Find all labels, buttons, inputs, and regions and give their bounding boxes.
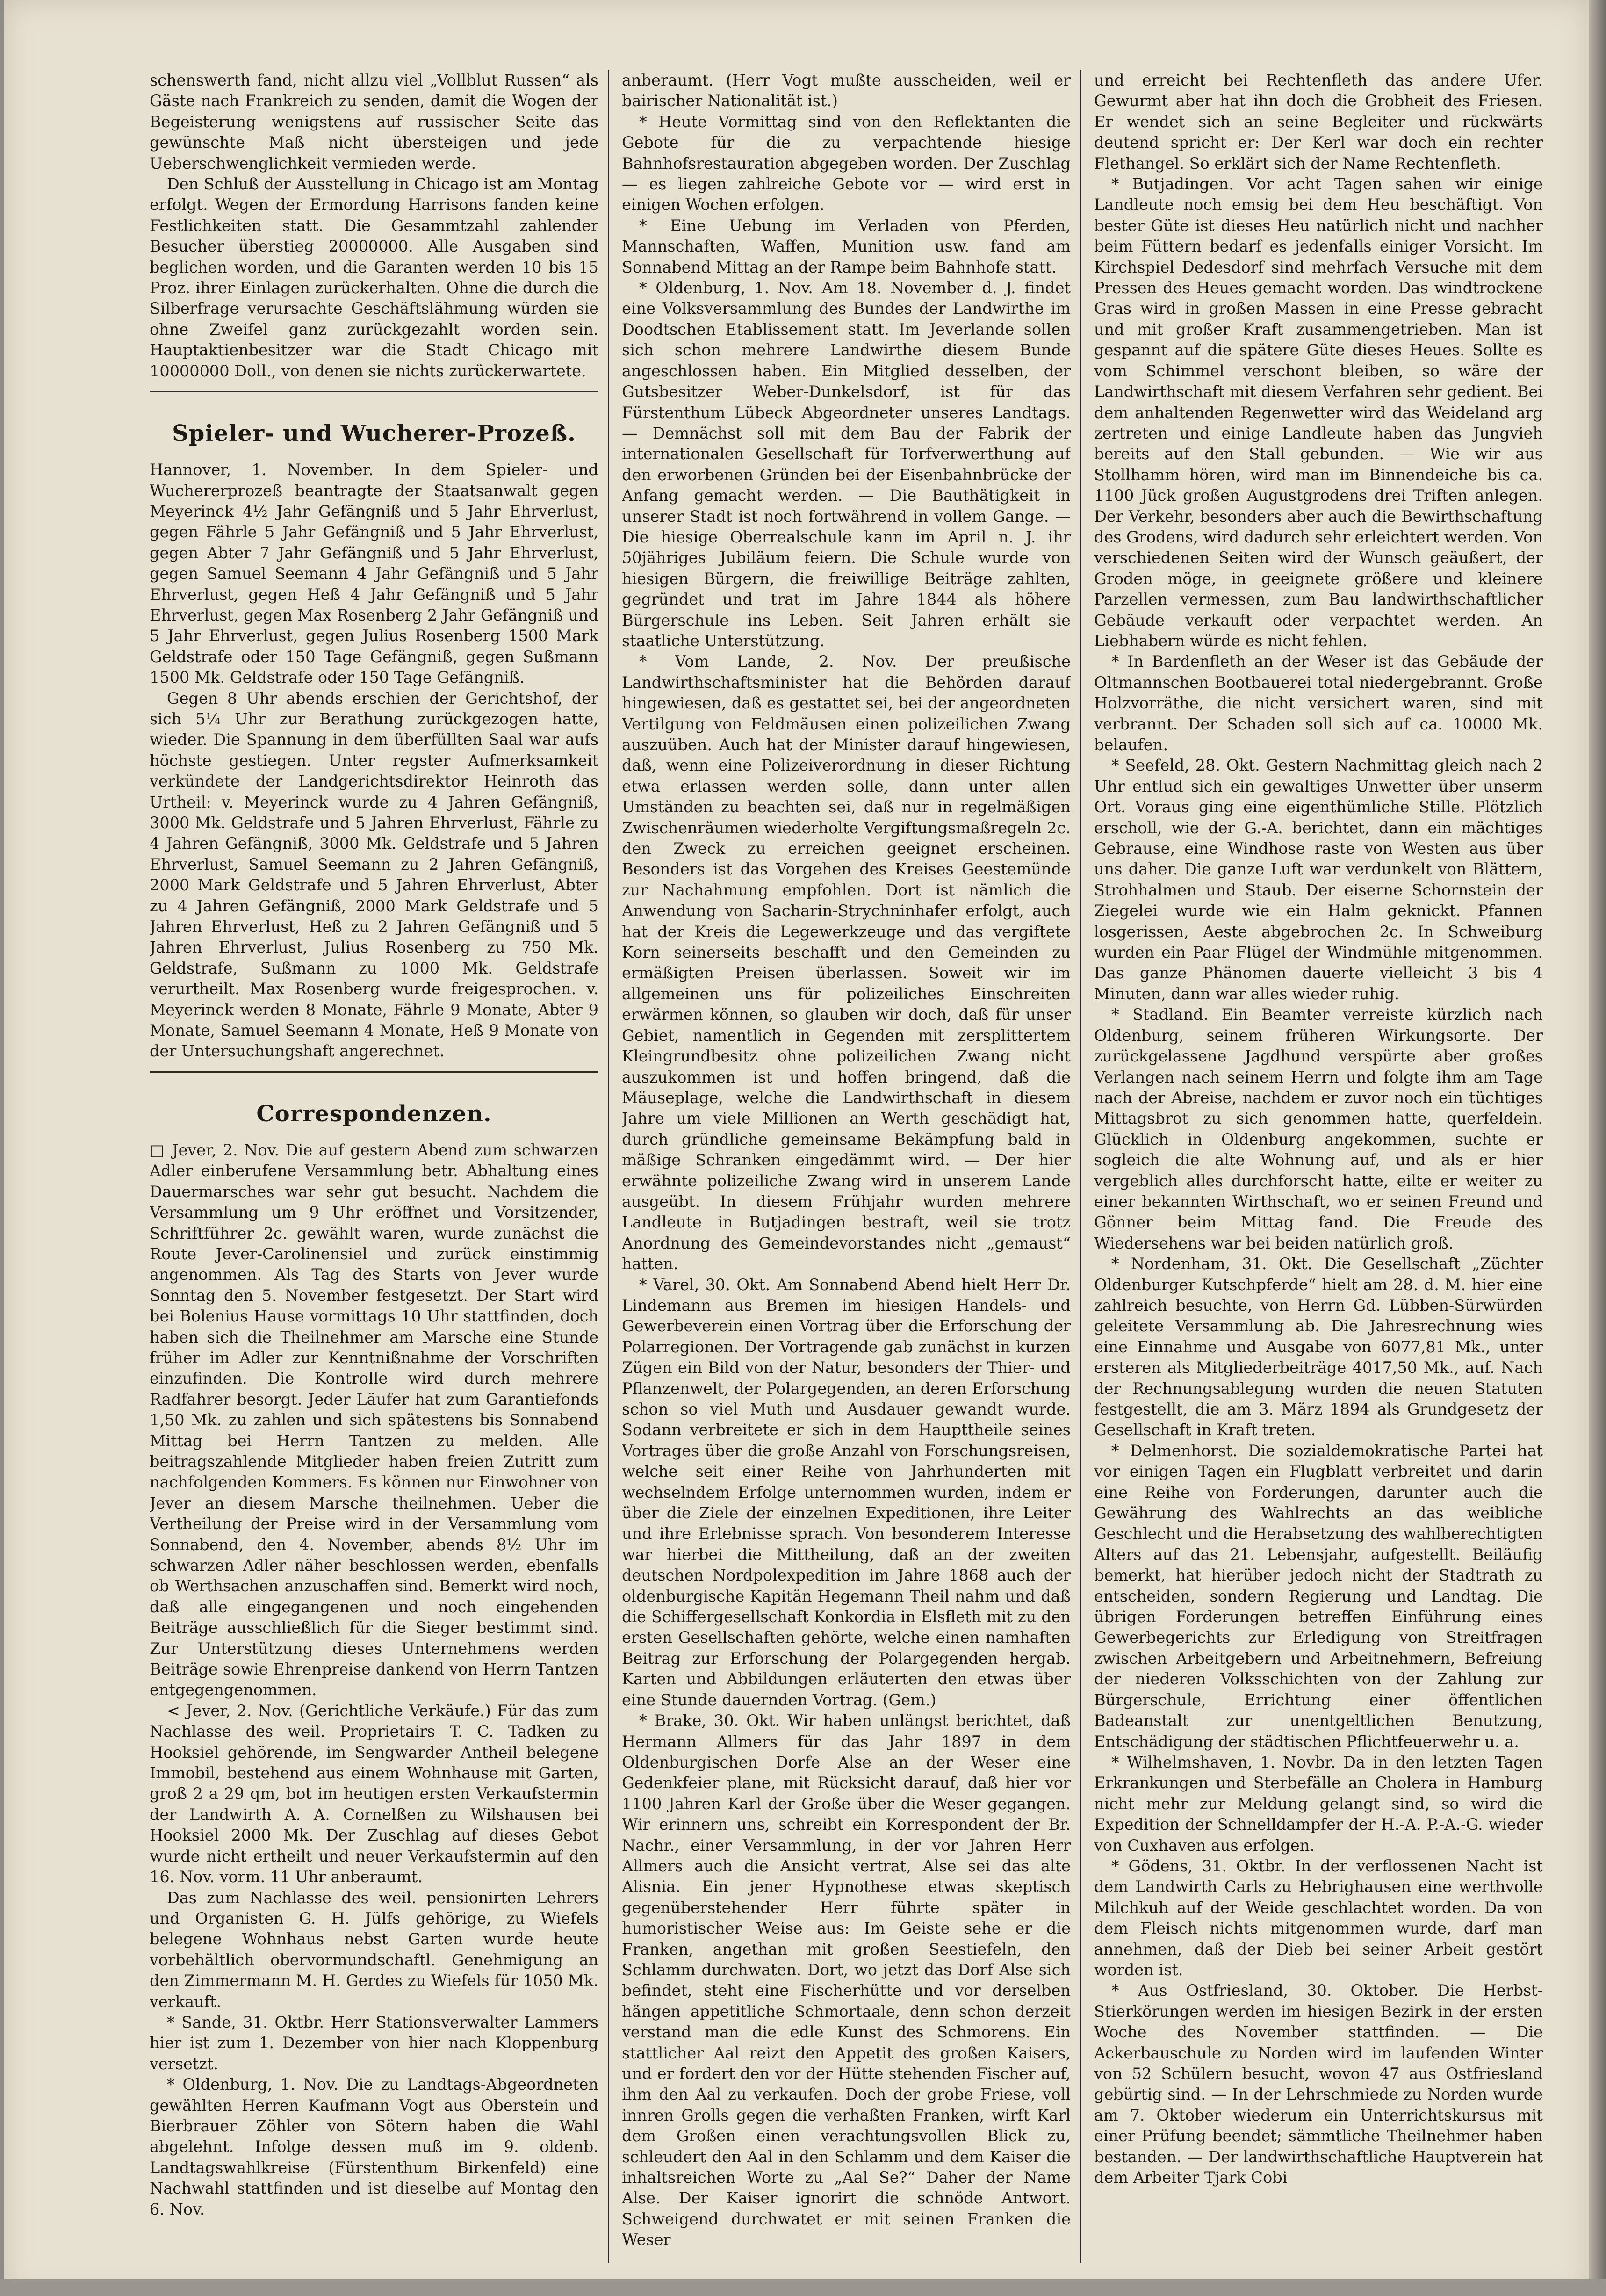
article-text: Gegen 8 Uhr abends erschien der Gerichtshof, der sich 5¼ Uhr zur Berathung zurückgezogen hatte, wieder. Die Spannung in dem überfüllten Saal war aufs höchste gestiegen. Unter regster Aufmerksamkeit verkündete der Landgerichtsdirektor Heinroth das Urtheil: v. Meyerinck wurde zu 4 Jahren Gefängniß, 3000 Mk. Geldstrafe und 5 Jahren Ehrverlust, Fährle zu 4 Jahren Gefängniß, 3000 Mk. Geldstrafe und 5 Jahren Ehrverlust, Samuel Seemann zu 2 Jahren Gefängniß, 2000 Mark Geldstrafe und 5 Jahren Ehrverlust, Abter zu 4 Jahren Gefängniß, 2000 Mark Geldstrafe und 5 Jahren Ehrverlust, Heß zu 2 Jahren Gefängniß und 5 Jahren Ehrverlust, Julius Rosenberg zu 750 Mk. Geldstrafe, Sußmann zu 1000 Mk. Geldstrafe verurtheilt. Max Rosenberg wurde freigesprochen. v. Meyerinck werden 8 Monate, Fährle 9 Monate, Abter 9 Monate, Samuel Seemann 4 Monate, Heß 9 Monate von der Untersuchungshaft angerechnet.: [150, 689, 598, 1061]
article-text: * Nordenham, 31. Okt. Die Gesellschaft „Züchter Oldenburger Kutschpferde“ hielt am 28. d. M. hier eine zahlreich besuchte, von Herrn Gd. Lübben-Sürwürden geleitete Versammlung ab. Die Jahresrechnung wies eine Einnahme und Ausgabe von 6077,81 Mk., unter ersteren als Mitgliederbeiträge 4017,50 Mk., auf. Nach der Rechnungsablegung wurden die neuen Statuten festgestellt, die am 3. März 1894 als Grundgesetz der Gesellschaft in Kraft treten.: [1094, 1255, 1543, 1439]
column-2: [622, 70, 1071, 2268]
column-3: [1094, 70, 1543, 2268]
article-text: * In Bardenfleth an der Weser ist das Gebäude der Oltmannschen Bootbauerei total niedergebrannt. Große Holzvorräthe, die nicht versichert waren, sind mit verbrannt. Der Schaden soll sich auf ca. 10000 Mk. belaufen.: [1094, 652, 1543, 754]
article-text: * Gödens, 31. Oktbr. In der verflossenen Nacht ist dem Landwirth Carls zu Hebrighausen eine werthvolle Milchkuh auf der Weide geschlachtet worden. Da von dem Fleisch nichts mitgenommen wurde, darf man annehmen, daß der Dieb bei seiner Arbeit gestört worden ist.: [1094, 1856, 1543, 1979]
article-text: * Eine Uebung im Verladen von Pferden, Mannschaften, Waffen, Munition usw. fand am Sonnabend Mittag an der Rampe beim Bahnhofe statt.: [622, 216, 1071, 276]
article-text: * Oldenburg, 1. Nov. Die zu Landtags-Abgeordneten gewählten Herren Kaufmann Vogt aus Oberstein und Bierbrauer Zöhler von Sötern haben die Wahl abgelehnt. Infolge dessen muß im 9. oldenb. Landtagswahlkreise (Fürstenthum Birkenfeld) eine Nachwahl stattfinden und ist dieselbe auf Montag den 6. Nov.: [150, 2075, 598, 2218]
article-text: * Wilhelmshaven, 1. Novbr. Da in den letzten Tagen Erkrankungen und Sterbefälle an Cholera in Hamburg nicht mehr zur Meldung gelangt sind, so wird die Expedition der Schnelldampfer der H.-A. P.-A.-G. wieder von Cuxhaven aus erfolgen.: [1094, 1753, 1543, 1855]
article-text: * Sande, 31. Oktbr. Herr Stationsverwalter Lammers hier ist zum 1. Dezember von hier nach Kloppenburg versetzt.: [150, 2013, 598, 2073]
article-text: □ Jever, 2. Nov. Die auf gestern Abend zum schwarzen Adler einberufene Versammlung betr. Abhaltung eines Dauermarsches war sehr gut besucht. Nachdem die Versammlung um 9 Uhr eröffnet und Vorsitzender, Schriftführer 2c. gewählt waren, wurde zunächst die Route Jever-Carolinensiel und zurück einstimmig angenommen. Als Tag des Starts von Jever wurde Sonntag den 5. November festgesetzt. Der Start wird bei Bolenius Hause vormittags 10 Uhr stattfinden, doch haben sich die Theilnehmer am Marsche eine Stunde früher im Adler zur Kenntnißnahme der Vorschriften einzufinden. Die Kontrolle wird durch mehrere Radfahrer besorgt. Jeder Läufer hat zum Garantiefonds 1,50 Mk. zu zahlen und sich spätestens bis Sonnabend Mittag bei Herrn Tantzen zu melden. Alle beitragszahlende Mitglieder haben freien Zutritt zum nachfolgenden Kommers. Es können nur Einwohner von Jever an diesem Marsche theilnehmen. Ueber die Vertheilung der Preise wird in der Versammlung vom Sonnabend, den 4. November, abends 8½ Uhr im schwarzen Adler näher beschlossen werden, ebenfalls ob Werthsachen anzuschaffen sind. Bemerkt wird noch, daß alle eingegangenen und noch eingehenden Beiträge ausschließlich für die Sieger bestimmt sind. Zur Unterstützung dieses Unternehmens werden Beiträge sowie Ehrenpreise dankend von Herrn Tantzen entgegengenommen.: [150, 1141, 598, 1699]
column-rule: [1080, 70, 1081, 2263]
article-text: * Delmenhorst. Die sozialdemokratische Partei hat vor einigen Tagen ein Flugblatt verbreitet und darin eine Reihe von Forderungen, darunter auch die Gewährung des Wahlrechts an das weibliche Geschlecht und die Herabsetzung des wahlberechtigten Alters auf das 21. Lebensjahr, aufgestellt. Beiläufig bemerkt, hat hierüber jedoch nicht der Stadtrath zu entscheiden, sondern Regierung und Landtag. Die übrigen Forderungen betreffen Einführung eines Gewerbegerichts zur Erledigung von Streitfragen zwischen Arbeitgebern und Arbeitnehmern, Befreiung der niederen Volksschichten von der Zahlung zur Bürgerschule, Errichtung einer öffentlichen Badeanstalt zur unentgeltlichen Benutzung, Entschädigung der städtischen Pflichtfeuerwehr u. a.: [1094, 1441, 1543, 1751]
article-text: und erreicht bei Rechtenfleth das andere Ufer. Gewurmt aber hat ihn doch die Grobheit des Friesen. Er wendet sich an seine Begleiter und rückwärts deutend spricht er: Der Kerl war doch ein rechter Flethangel. So erklärt sich der Name Rechtenfleth.: [1094, 71, 1543, 173]
article-text: * Varel, 30. Okt. Am Sonnabend Abend hielt Herr Dr. Lindemann aus Bremen im hiesigen Handels- und Gewerbeverein einen Vortrag über die Erforschung der Polarregionen. Der Vortragende gab zunächst in kurzen Zügen ein Bild von der Natur, besonders der Thier- und Pflanzenwelt, der Polargegenden, an deren Erforschung schon so viel Muth und Ausdauer gewandt wurde. Sodann verbreitete er sich in dem Haupttheile seines Vortrages über die große Anzahl von Forschungsreisen, welche seit einer Reihe von Jahrhunderten mit wechselndem Erfolge unternommen wurden, indem er über die Ziele der einzelnen Expeditionen, ihre Leiter und ihre Erlebnisse sprach. Von besonderem Interesse war hierbei die Mittheilung, daß an der zweiten deutschen Nordpolexpedition im Jahre 1868 auch der oldenburgische Kapitän Hegemann Theil nahm und daß die Schiffergesellschaft Konkordia in Elsfleth mit zu den ersten Gesellschaften gehörte, welche einen namhaften Beitrag zur Erforschung der Polargegenden hergab. Karten und Abbildungen erläuterten den etwas über eine Stunde dauernden Vortrag. (Gem.): [622, 1275, 1071, 1709]
article-text: schenswerth fand, nicht allzu viel „Vollblut Russen“ als Gäste nach Frankreich zu senden, damit die Wogen der Begeisterung wenigstens auf russischer Seite das gewünschte Maß nicht übersteigen und jede Ueberschwenglichkeit vermieden werde.: [150, 71, 598, 173]
scan-margin: [0, 2279, 1606, 2296]
article-text: * Oldenburg, 1. Nov. Am 18. November d. J. findet eine Volksversammlung des Bundes der Landwirthe im Doodtschen Etablissement statt. Im Jeverlande sollen sich schon mehrere Landwirthe diesem Bunde angeschlossen haben. Ein Mitglied desselben, der Gutsbesitzer Weber-Dunkelsdorf, ist für das Fürstenthum Lübeck Abgeordneter unseres Landtags. — Demnächst soll mit dem Bau der Fabrik der internationalen Gesellschaft für Torfverwerthung auf den erworbenen Gründen bei der Eisenbahnbrücke der Anfang gemacht werden. — Die Bauthätigkeit in unserer Stadt ist noch fortwährend in vollem Gange. — Die hiesige Oberrealschule kann im April n. J. ihr 50jähriges Jubiläum feiern. Die Schule wurde von hiesigen Bürgern, die freiwillige Beiträge zahlten, gegründet und trat im Jahre 1844 als höhere Bürgerschule ins Leben. Seit Jahren erhält sie staatliche Unterstützung.: [622, 279, 1071, 650]
article-text: * Aus Ostfriesland, 30. Oktober. Die Herbst-Stierkörungen werden im hiesigen Bezirk in der ersten Woche des November stattfinden. — Die Ackerbauschule zu Norden wird im laufenden Winter von 52 Schülern besucht, wovon 47 aus Ostfriesland gebürtig sind. — In der Lehrschmiede zu Norden wurde am 7. Oktober wiederum ein Unterrichtskursus mit einer Prüfung beendet; sämmtliche Theilnehmer haben bestanden. — Der landwirthschaftliche Hauptverein hat dem Arbeiter Tjark Cobi: [1094, 1981, 1543, 2187]
article-text: * Seefeld, 28. Okt. Gestern Nachmittag gleich nach 2 Uhr entlud sich ein gewaltiges Unwetter über unserm Ort. Voraus ging eine eigenthümliche Stille. Plötzlich erscholl, wie der G.-A. berichtet, dann ein mächtiges Gebrause, eine Windhose raste von Westen aus über uns daher. Die ganze Luft war verdunkelt von Blättern, Strohhalmen und Staub. Der eiserne Schornstein der Ziegelei wurde wie ein Halm geknickt. Pfannen losgerissen, Aeste abgebrochen 2c. In Schweiburg wurden ein Paar Flügel der Windmühle mitgenommen. Das ganze Phänomen dauerte vielleicht 3 bis 4 Minuten, dann war alles wieder ruhig.: [1094, 756, 1543, 1003]
article-text: anberaumt. (Herr Vogt mußte ausscheiden, weil er bairischer Nationalität ist.): [622, 71, 1071, 110]
column-1: [150, 70, 598, 2268]
section-heading: Correspondenzen.: [256, 1100, 492, 1127]
article-text: < Jever, 2. Nov. (Gerichtliche Verkäufe.) Für das zum Nachlasse des weil. Proprietairs T. C. Tadken zu Hooksiel gehörende, im Sengwarder Antheil belegene Immobil, bestehend aus einem Wohnhause mit Garten, groß 2 a 29 qm, bot im heutigen ersten Verkaufstermin der Landwirth A. A. Cornelßen zu Wilshausen bei Hooksiel 2000 Mk. Der Zuschlag auf dieses Gebot wurde nicht ertheilt und neuer Verkaufstermin auf den 16. Nov. vorm. 11 Uhr anberaumt.: [150, 1701, 598, 1886]
article-text: * Butjadingen. Vor acht Tagen sahen wir einige Landleute noch emsig bei dem Heu beschäftigt. Von bester Güte ist dieses Heu natürlich nicht und nachher beim Füttern bedarf es jedenfalls einiger Vorsicht. Im Kirchspiel Dedesdorf sind mehrfach Versuche mit dem Pressen des Heues gemacht worden. Das windtrockene Gras wird in großen Massen in eine Presse gebracht und mit großer Kraft zusammengetrieben. Man ist gespannt auf die spätere Güte dieses Heues. Sollte es vom Schimmel verschont bleiben, so wäre der Landwirthschaft mit diesem Verfahren sehr gedient. Bei dem anhaltenden Regenwetter wird das Weideland arg zertreten und einige Landleute haben das Jungvieh bereits auf den Stall gebunden. — Wie wir aus Stollhamm hören, wird man im Binnendeiche bis ca. 1100 Jück großen Augustgrodens drei Triften anlegen. Der Verkehr, besonders aber auch die Bewirthschaftung des Grodens, wird dadurch sehr erleichtert werden. Von verschiedenen Seiten wird der Wunsch geäußert, der Groden möge, in geeignete größere und kleinere Parzellen vermessen, zum Bau landwirthschaftlicher Gebäude verkauft oder verpachtet werden. An Liebhabern würde es nicht fehlen.: [1094, 175, 1543, 650]
page-edge: [1589, 0, 1606, 2296]
article-text: * Brake, 30. Okt. Wir haben unlängst berichtet, daß Hermann Allmers für das Jahr 1897 in dem Oldenburgischen Dorfe Alse an der Weser eine Gedenkfeier plane, mit Rücksicht darauf, daß hier vor 1100 Jahren Karl der Große über die Weser gegangen. Wir erinnern uns, schreibt ein Korrespondent der Br. Nachr., einer Versammlung, in der vor Jahren Herr Allmers auch die Ansicht vertrat, Alse sei das alte Alisnia. Ein jener Hypnothese etwas skeptisch gegenüberstehender Herr führte später in humoristischer Weise aus: Im Geiste sehe er die Franken, angethan mit großen Seestiefeln, den Schlamm durchwaten. Dort, wo jetzt das Dorf Alse sich befindet, steht eine Fischerhütte und vor derselben hängen appetitliche Schmortaale, denn schon derzeit verstand man die edle Kunst des Schmorens. Ein stattlicher Aal reizt den Appetit des großen Kaisers, und er fordert den vor der Hütte stehenden Fischer auf, ihm den Aal zu verkaufen. Doch der grobe Friese, voll innren Grolls gegen die verhaßten Franken, wirft Karl dem Großen einen verachtungsvollen Blick zu, schleudert den Aal in den Schlamm und dem Kaiser die inhaltsreichen Worte zu „Aal Se?“ Daher der Name Alse. Der Kaiser ignorirt die schnöde Antwort. Schweigend durchwatet er mit seinen Franken die Weser: [622, 1711, 1071, 2249]
article-text: Das zum Nachlasse des weil. pensionirten Lehrers und Organisten G. H. Jülfs gehörige, zu Wiefels belegene Wohnhaus nebst Garten wurde heute vorbehältlich obervormundschaftl. Genehmigung an den Zimmermann M. H. Gerdes zu Wiefels für 1050 Mk. verkauft.: [150, 1888, 598, 2011]
page-body: [136, 70, 1580, 2277]
article-text: * Heute Vormittag sind von den Reflektanten die Gebote für die zu verpachtende hiesige Bahnhofsrestauration abgegeben worden. Der Zuschlag — es liegen zahlreiche Gebote vor — wird erst in einigen Wochen erfolgen.: [622, 112, 1071, 214]
article-text: Den Schluß der Ausstellung in Chicago ist am Montag erfolgt. Wegen der Ermordung Harrisons fanden keine Festlichkeiten statt. Die Gesammtzahl zahlender Besucher überstieg 20000000. Alle Ausgaben sind beglichen worden, und die Garanten werden 10 bis 15 Proz. ihrer Einlagen zurückerhalten. Ohne die durch die Silberfrage verursachte Geschäftslähmung würden sie ohne Zweifel ganz zurückgezahlt worden sein. Hauptaktienbesitzer war die Stadt Chicago mit 10000000 Doll., von denen sie nichts zurückerwartete.: [150, 175, 598, 380]
section-rule: [150, 1071, 598, 1073]
article-text: * Stadland. Ein Beamter verreiste kürzlich nach Oldenburg, seinem früheren Wirkungsorte. Der zurückgelassene Jagdhund verspürte aber großes Verlangen nach seinem Herrn und folgte ihm am Tage nach der Abreise, nachdem er zuvor noch ein tüchtiges Mittagsbrot zu sich genommen hatte, querfeldein. Glücklich in Oldenburg angekommen, suchte er sogleich die alte Wohnung auf, und als er hier vergeblich alles durchforscht hatte, eilte er weiter zu einer bekannten Wirthschaft, wo er seinen Freund und Gönner beim Mittag fand. Die Freude des Wiedersehens war bei beiden natürlich groß.: [1094, 1005, 1543, 1252]
section-rule: [150, 391, 598, 392]
article-text: Hannover, 1. November. In dem Spieler- und Wuchererprozeß beantragte der Staatsanwalt gegen Meyerinck 4½ Jahr Gefängniß und 5 Jahr Ehrverlust, gegen Fährle 5 Jahr Gefängniß und 5 Jahr Ehrverlust, gegen Abter 7 Jahr Gefängniß und 5 Jahr Ehrverlust, gegen Samuel Seemann 4 Jahr Gefängniß und 5 Jahr Ehrverlust, gegen Heß 4 Jahr Gefängniß und 5 Jahr Ehrverlust, gegen Max Rosenberg 2 Jahr Gefängniß und 5 Jahr Ehrverlust, gegen Julius Rosenberg 1500 Mark Geldstrafe oder 150 Tage Gefängniß, gegen Sußmann 1500 Mk. Geldstrafe oder 150 Tage Gefängniß.: [150, 461, 598, 687]
column-rule: [608, 70, 609, 2263]
section-heading: Spieler- und Wucherer-Prozeß.: [172, 420, 576, 447]
article-text: * Vom Lande, 2. Nov. Der preußische Landwirthschaftsminister hat die Behörden darauf hingewiesen, daß es gestattet sei, bei der angeordneten Vertilgung von Feldmäusen einen polizeilichen Zwang auszuüben. Auch hat der Minister darauf hingewiesen, daß, wenn eine Polizeiverordnung in dieser Richtung etwa erlassen werden solle, dann unter allen Umständen zu beachten sei, daß nur in regelmäßigen Zwischenräumen wiederholte Vergiftungsmaßregeln 2c. den Zweck zu erreichen geeignet erscheinen. Besonders ist das Vorgehen des Kreises Geestemünde zur Nachahmung empfohlen. Dort ist nämlich die Anwendung von Sacharin-Strychninhafer erfolgt, auch hat der Kreis die Legewerkzeuge und das vergiftete Korn seinerseits beschafft und den Gemeinden zu ermäßigten Preisen überlassen. Soweit wir im allgemeinen uns für polizeiliches Einschreiten erwärmen können, so glauben wir doch, daß für unser Gebiet, namentlich in Gegenden mit zersplittertem Kleingrundbesitz ohne polizeilichen Zwang nicht auszukommen ist und hoffen bringend, daß die Mäuseplage, welche die Landwirthschaft in diesem Jahre um viele Millionen an Werth geschädigt hat, durch gründliche gemeinsame Bekämpfung bald in mäßige Schranken eingedämmt wird. — Der hier erwähnte polizeiliche Zwang wird in unserem Lande ausgeübt. In diesem Frühjahr wurden mehrere Landleute in Butjadingen bestraft, weil sie trotz Anordnung des Gemeindevorstandes nicht „gemaust“ hatten.: [622, 652, 1071, 1273]
